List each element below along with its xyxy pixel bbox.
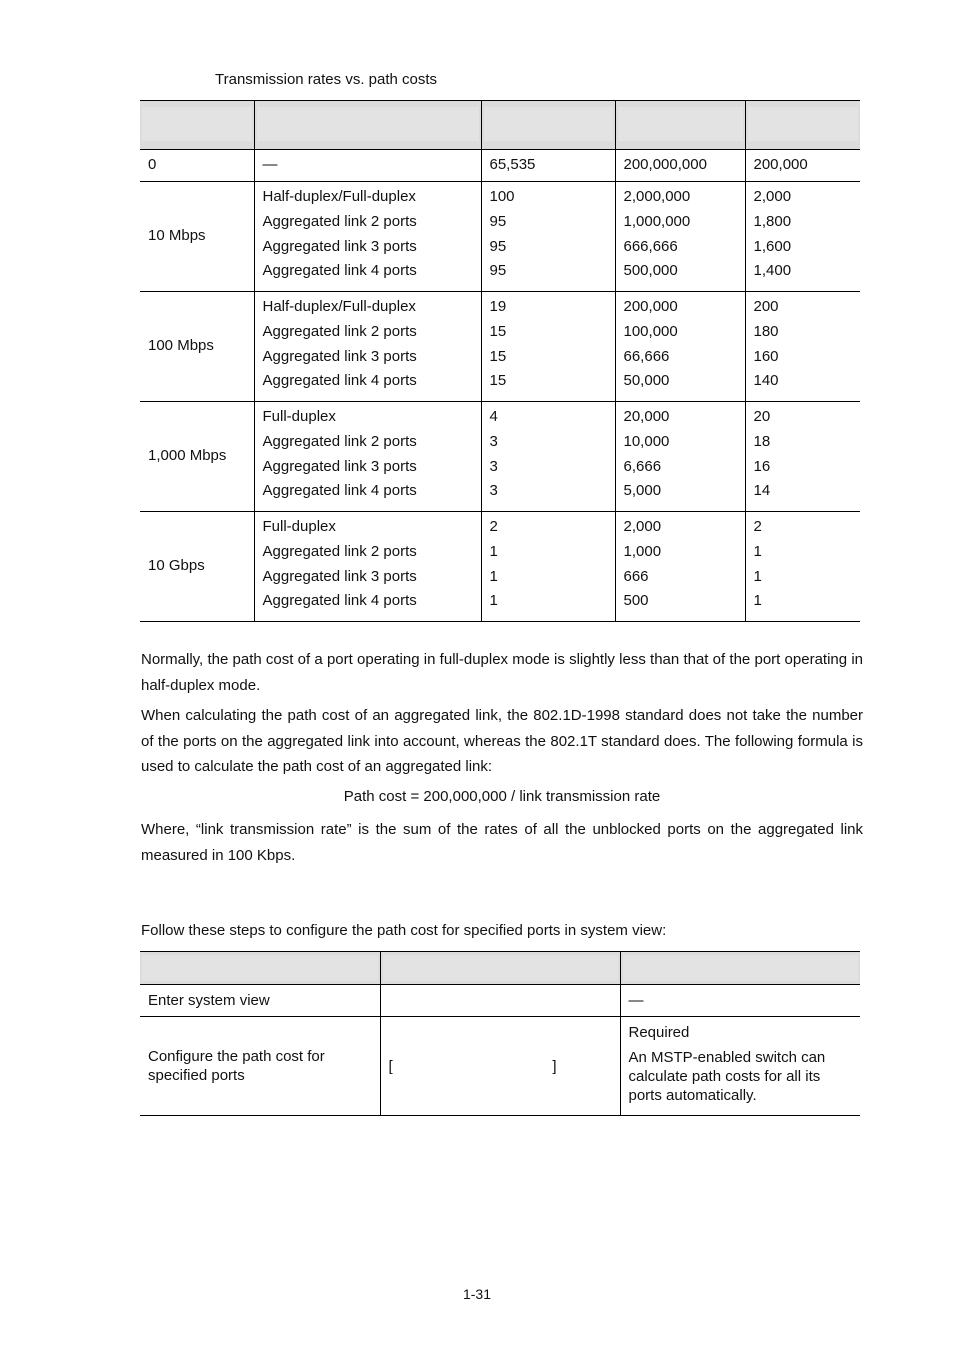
cost-value: 95 <box>489 262 507 280</box>
cost-value: 15 <box>489 372 507 390</box>
remark-required: Required <box>628 1024 690 1041</box>
cost-value: 200,000 <box>623 298 678 315</box>
duplex-line: Aggregated link 2 ports <box>262 212 417 230</box>
cost-value: 4 <box>489 408 498 425</box>
cost-cell <box>745 512 860 622</box>
paragraph-steps-intro: Follow these steps to configure the path cost for specified ports in system view: <box>141 922 667 939</box>
cost-value: 1 <box>489 567 498 585</box>
cost-value: 2,000 <box>753 188 792 205</box>
table-row <box>140 1017 860 1116</box>
cost-value: 140 <box>753 372 779 390</box>
path-cost-table <box>140 100 860 622</box>
duplex-cell <box>254 182 481 292</box>
cost-value: 2,000,000 <box>623 188 691 205</box>
cost-value: 16 <box>753 457 771 475</box>
cost-value: 95 <box>489 212 507 230</box>
optional-bracket-close: ] <box>552 1057 557 1075</box>
cost-value: 5,000 <box>623 482 662 500</box>
rate-cell: 10 Gbps <box>140 512 254 622</box>
duplex-line: Aggregated link 4 ports <box>262 482 417 500</box>
page-number: 1-31 <box>462 1286 492 1302</box>
remarks-cell <box>620 1017 860 1116</box>
cost-cell <box>615 402 745 512</box>
cost-value: 19 <box>489 298 507 315</box>
cost-value: 1,600 <box>753 237 792 255</box>
cost-value: 1,400 <box>753 262 792 280</box>
cost-value: 50,000 <box>623 372 670 390</box>
command-cell <box>380 1017 620 1116</box>
cost-value: 6,666 <box>623 457 662 475</box>
cost-value: 2,000 <box>623 518 662 535</box>
paragraph-full-duplex: Normally, the path cost of a port operating in full-duplex mode is slightly less than that of the port operating in half-duplex mode. <box>141 651 863 694</box>
cost-cell <box>745 182 860 292</box>
cost-value: 100 <box>489 188 515 205</box>
cost-value: 500 <box>623 592 649 610</box>
cost-cell <box>481 512 615 622</box>
remarks-cell: — <box>620 985 860 1017</box>
table-row <box>140 182 860 292</box>
cost-cell: 200,000,000 <box>615 150 745 182</box>
cost-value: 3 <box>489 482 498 500</box>
cost-value: 1,800 <box>753 212 792 230</box>
path-cost-formula: Path cost = 200,000,000 / link transmission rate <box>343 788 661 805</box>
rate-cell: 10 Mbps <box>140 182 254 292</box>
duplex-line: Aggregated link 3 ports <box>262 457 417 475</box>
operation-cell: Enter system view <box>140 985 380 1017</box>
cost-value: 1,000 <box>623 542 662 560</box>
cost-value: 95 <box>489 237 507 255</box>
cost-value: 1 <box>489 592 498 610</box>
cost-value: 15 <box>489 347 507 365</box>
cost-value: 2 <box>489 518 498 535</box>
duplex-line: Aggregated link 4 ports <box>262 262 417 280</box>
cost-value: 20 <box>753 408 771 425</box>
duplex-line: Aggregated link 4 ports <box>262 592 417 610</box>
duplex-line: Half-duplex/Full-duplex <box>262 188 416 205</box>
cost-value: 1 <box>489 542 498 560</box>
cost-cell <box>615 512 745 622</box>
table-row <box>140 292 860 402</box>
duplex-line: Full-duplex <box>262 408 336 425</box>
cost-cell <box>481 402 615 512</box>
duplex-line: Full-duplex <box>262 518 336 535</box>
cost-value: 2 <box>753 518 762 535</box>
table-row <box>140 150 860 182</box>
cost-value: 1,000,000 <box>623 212 691 230</box>
cost-value: 180 <box>753 322 779 340</box>
rate-cell: 100 Mbps <box>140 292 254 402</box>
duplex-line: Aggregated link 4 ports <box>262 372 417 390</box>
header-cell <box>140 952 380 985</box>
config-steps-table <box>140 951 860 1116</box>
duplex-line: Aggregated link 2 ports <box>262 542 417 560</box>
command-cell <box>380 985 620 1017</box>
duplex-line: Aggregated link 3 ports <box>262 567 417 585</box>
duplex-line: Aggregated link 3 ports <box>262 347 417 365</box>
cost-cell <box>481 292 615 402</box>
duplex-line: Half-duplex/Full-duplex <box>262 298 416 315</box>
table-caption: Transmission rates vs. path costs <box>215 71 438 88</box>
cost-cell <box>615 292 745 402</box>
cost-value: 14 <box>753 482 771 500</box>
remark-text: An MSTP-enabled switch can calculate path costs for all its ports automatically. <box>628 1049 826 1104</box>
cost-value: 1 <box>753 567 762 585</box>
rate-cell: 0 <box>140 150 254 182</box>
cost-cell <box>745 292 860 402</box>
header-cell <box>615 101 745 150</box>
cost-value: 18 <box>753 432 771 450</box>
cost-value: 160 <box>753 347 779 365</box>
operation-cell: Configure the path cost for specified ports <box>140 1017 380 1116</box>
rate-cell: 1,000 Mbps <box>140 402 254 512</box>
header-cell <box>481 101 615 150</box>
duplex-line: Aggregated link 3 ports <box>262 237 417 255</box>
cost-cell: 200,000 <box>745 150 860 182</box>
cost-value: 666,666 <box>623 237 678 255</box>
header-cell <box>254 101 481 150</box>
cost-value: 1 <box>753 542 762 560</box>
cost-value: 3 <box>489 432 498 450</box>
cost-value: 666 <box>623 567 649 585</box>
duplex-line: Aggregated link 2 ports <box>262 322 417 340</box>
duplex-cell: — <box>254 150 481 182</box>
cost-value: 100,000 <box>623 322 678 340</box>
header-cell <box>140 101 254 150</box>
table-header-row <box>140 101 860 150</box>
table-row <box>140 402 860 512</box>
optional-bracket-open: [ <box>388 1057 393 1075</box>
cost-value: 1 <box>753 592 762 610</box>
cost-value: 3 <box>489 457 498 475</box>
cost-value: 200 <box>753 298 779 315</box>
cost-value: 500,000 <box>623 262 678 280</box>
cost-cell: 65,535 <box>481 150 615 182</box>
paragraph-aggregated-link: When calculating the path cost of an aggregated link, the 802.1D-1998 standard does not take the number of the ports on the aggregated link into account, whereas the 802.1T standard does. The following formula is used to calculate the path cost of an aggregated link: <box>141 707 863 775</box>
table-row <box>140 512 860 622</box>
cost-value: 10,000 <box>623 432 670 450</box>
cost-value: 20,000 <box>623 408 670 425</box>
cost-value: 15 <box>489 322 507 340</box>
header-cell <box>745 101 860 150</box>
duplex-cell <box>254 402 481 512</box>
header-cell <box>620 952 860 985</box>
cost-cell <box>481 182 615 292</box>
paragraph-link-rate: Where, “link transmission rate” is the sum of the rates of all the unblocked ports on the aggregated link measured in 100 Kbps. <box>141 821 863 864</box>
cost-cell <box>615 182 745 292</box>
duplex-line: Aggregated link 2 ports <box>262 432 417 450</box>
cost-value: 66,666 <box>623 347 670 365</box>
table-row <box>140 985 860 1017</box>
header-cell <box>380 952 620 985</box>
duplex-cell <box>254 292 481 402</box>
table-header-row <box>140 952 860 985</box>
cost-cell <box>745 402 860 512</box>
duplex-cell <box>254 512 481 622</box>
